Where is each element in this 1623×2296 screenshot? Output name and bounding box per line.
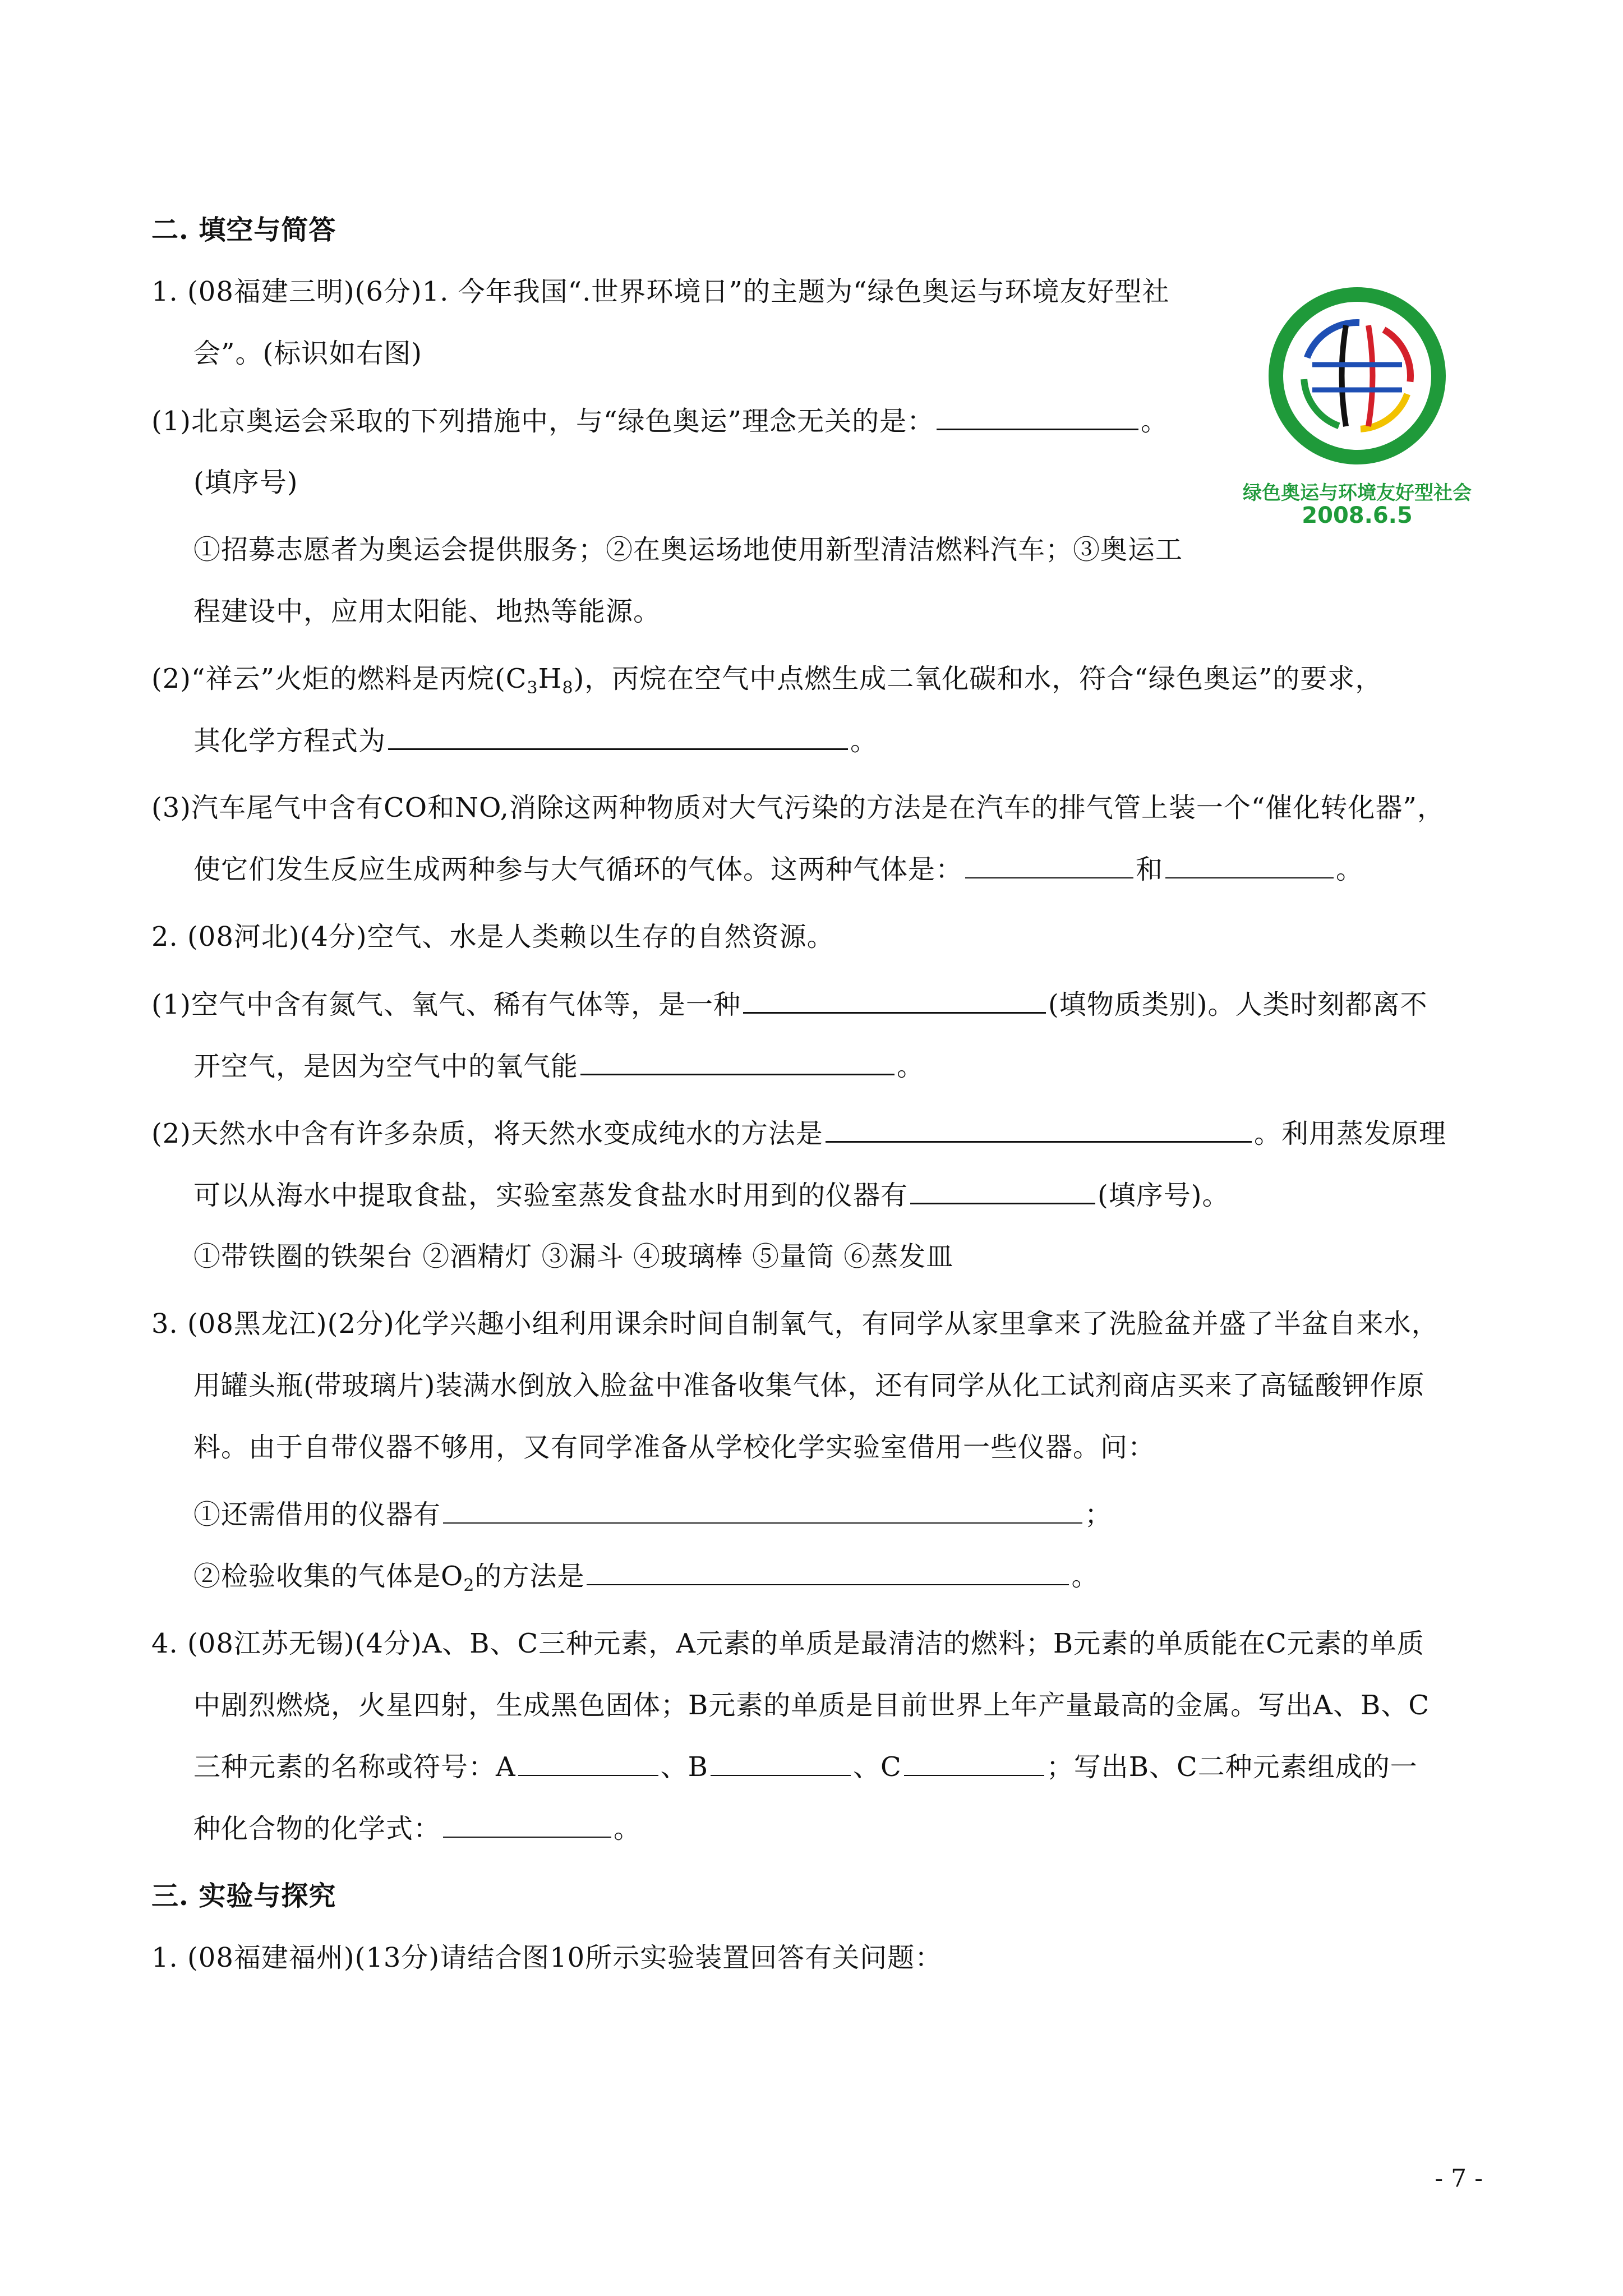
green-olympics-logo xyxy=(1234,280,1503,527)
q2-instruments-blank[interactable] xyxy=(910,1178,1095,1204)
q2-part1-text: (1)空气中含有氮气、氧气、稀有气体等，是一种 xyxy=(151,989,741,1020)
q2-part2-line2 xyxy=(193,1178,1229,1212)
q3-line1: 3. (08黑龙江)(2分)化学兴趣小组利用课余时间自制氧气，有同学从家里拿来了洗脸盆并盛了半盆自来水， xyxy=(151,1308,1439,1340)
q2-part2-line1 xyxy=(151,1116,1446,1151)
q2-intro: 2. (08河北)(4分)空气、水是人类赖以生存的自然资源。 xyxy=(151,921,834,953)
q2-substance-class-blank[interactable] xyxy=(743,987,1046,1014)
logo-meridian-right xyxy=(1368,325,1373,426)
q4-line3-pre: 三种元素的名称或符号：A xyxy=(193,1751,516,1783)
q1-options-line2: 程建设中，应用太阳能、地热等能源。 xyxy=(193,596,661,627)
q2-part1b-period: 。 xyxy=(897,1051,925,1082)
q1-intro-line2: 会”。(标识如右图) xyxy=(193,338,422,369)
page-number: - 7 - xyxy=(1435,2164,1483,2193)
q4-line4 xyxy=(193,1812,641,1846)
q3-answer1-label: ①还需借用的仪器有 xyxy=(193,1499,441,1530)
q1-part2-line1 xyxy=(151,662,1382,705)
q4-line2: 中剧烈燃烧，火星四射，生成黑色固体；B元素的单质是目前世界上年产量最高的金属。写出A、B、C xyxy=(193,1690,1430,1721)
logo-blue-arc xyxy=(1289,307,1426,444)
q1-part2-sub-3: 3 xyxy=(527,678,538,698)
logo-green-ring xyxy=(1276,295,1438,457)
logo-yellow-arc xyxy=(1289,307,1426,444)
q3-answer2-post: 的方法是 xyxy=(474,1561,585,1592)
q1-part3-line2 xyxy=(193,853,1363,886)
q1-gas2-blank[interactable] xyxy=(1165,853,1334,878)
q1-part3-and: 和 xyxy=(1136,854,1164,885)
q1-part1-period: 。 xyxy=(1141,406,1169,437)
q1-part1-answer-blank[interactable] xyxy=(937,404,1138,430)
q1-part2-h: H xyxy=(538,663,562,694)
q1-part2-sub-8: 8 xyxy=(562,678,574,698)
q2-oxygen-function-blank[interactable] xyxy=(580,1049,895,1075)
q1-part2-line2 xyxy=(193,724,878,758)
q2-part2b-text: 可以从海水中提取食盐，实验室蒸发食盐水时用到的仪器有 xyxy=(193,1180,909,1211)
q2-part1-line2 xyxy=(193,1049,924,1083)
q1-part3-line1: (3)汽车尾气中含有CO和NO,消除这两种物质对大气污染的方法是在汽车的排气管上装一个“催化转化器”， xyxy=(151,792,1445,823)
q4-element-c-blank[interactable] xyxy=(904,1750,1044,1776)
q1-part3-text: 使它们发生反应生成两种参与大气循环的气体。这两种气体是： xyxy=(193,854,963,885)
q4-element-b-blank[interactable] xyxy=(711,1750,851,1776)
q1-part2-period: 。 xyxy=(850,725,878,757)
q2-part2-text: (2)天然水中含有许多杂质，将天然水变成纯水的方法是 xyxy=(151,1118,823,1149)
q4-line3-c: 、C xyxy=(852,1751,902,1783)
q3-line2: 用罐头瓶(带玻璃片)装满水倒放入脸盆中准备收集气体，还有同学从化工试剂商店买来了高锰酸钾作原 xyxy=(193,1370,1425,1401)
q4-line3 xyxy=(193,1750,1418,1784)
logo-meridian-left xyxy=(1342,325,1347,426)
q1-part2-pre: (2)“祥云”火炬的燃料是丙烷(C xyxy=(151,663,527,694)
q4-line1: 4. (08江苏无锡)(4分)A、B、C三种元素，A元素的单质是最清洁的燃料；B元素的单质能在C元素的单质 xyxy=(151,1628,1424,1659)
q2-options: ①带铁圈的铁架台 ②酒精灯 ③漏斗 ④玻璃棒 ⑤量筒 ⑥蒸发皿 xyxy=(193,1241,954,1272)
q2-part1-line1 xyxy=(151,987,1427,1022)
q5-intro: 1. (08福建福州)(13分)请结合图10所示实验装置回答有关问题： xyxy=(151,1942,943,1973)
q3-answer2-pre: ②检验收集的气体是O xyxy=(193,1561,464,1592)
logo-green-arc xyxy=(1289,307,1426,444)
q4-element-a-blank[interactable] xyxy=(518,1750,658,1776)
q4-line3-post: ；写出B、C二种元素组成的一 xyxy=(1046,1751,1418,1783)
q2-part2-post: 。利用蒸发原理 xyxy=(1254,1118,1447,1149)
q2-part2b-post: (填序号)。 xyxy=(1098,1180,1230,1211)
q3-answer2-period: 。 xyxy=(1071,1561,1099,1592)
section-heading-3: 三. 实验与探究 xyxy=(151,1880,336,1912)
q1-part3-period: 。 xyxy=(1336,854,1364,885)
q3-line3: 料。由于自带仪器不够用，又有同学准备从学校化学实验室借用一些仪器。问： xyxy=(193,1432,1156,1463)
q4-compound-formula-blank[interactable] xyxy=(443,1812,611,1838)
q1-part1-line1 xyxy=(151,404,1168,438)
q2-part1b-text: 开空气，是因为空气中的氧气能 xyxy=(193,1051,579,1082)
section-heading-2: 二. 填空与简答 xyxy=(151,214,336,246)
q3-answer1-semicolon: ； xyxy=(1085,1499,1113,1530)
q4-line3-b: 、B xyxy=(660,1751,708,1783)
q2-part1-post: (填物质类别)。人类时刻都离不 xyxy=(1048,989,1428,1020)
q1-part1-fill-note: (填序号) xyxy=(193,467,298,498)
q4-line4-label: 种化合物的化学式： xyxy=(193,1813,441,1844)
logo-caption: 绿色奥运与环境友好型社会 xyxy=(1243,482,1472,504)
q1-part2-equation-label: 其化学方程式为 xyxy=(193,725,386,757)
q1-part1-text: (1)北京奥运会采取的下列措施中，与“绿色奥运”理念无关的是： xyxy=(151,406,935,437)
logo-date: 2008.6.5 xyxy=(1302,503,1413,527)
q3-answer2-line xyxy=(193,1559,1099,1603)
q1-intro-line1: 1. (08福建三明)(6分)1. 今年我国“.世界环境日”的主题为“绿色奥运与环境友好型社 xyxy=(151,276,1170,307)
q3-test-method-blank[interactable] xyxy=(587,1559,1069,1585)
q3-answer1-line xyxy=(193,1498,1112,1531)
q1-part2-post: )，丙烷在空气中点燃生成二氧化碳和水，符合“绿色奥运”的要求， xyxy=(573,663,1383,694)
q2-purification-blank[interactable] xyxy=(826,1116,1252,1143)
q1-options-line1: ①招募志愿者为奥运会提供服务；②在奥运场地使用新型清洁燃料汽车；③奥运工 xyxy=(193,534,1183,565)
q3-o2-subscript: 2 xyxy=(463,1576,475,1595)
q1-equation-blank[interactable] xyxy=(388,724,848,750)
q3-instruments-blank[interactable] xyxy=(443,1498,1082,1524)
q1-gas1-blank[interactable] xyxy=(965,853,1133,878)
q4-line4-period: 。 xyxy=(614,1813,642,1844)
